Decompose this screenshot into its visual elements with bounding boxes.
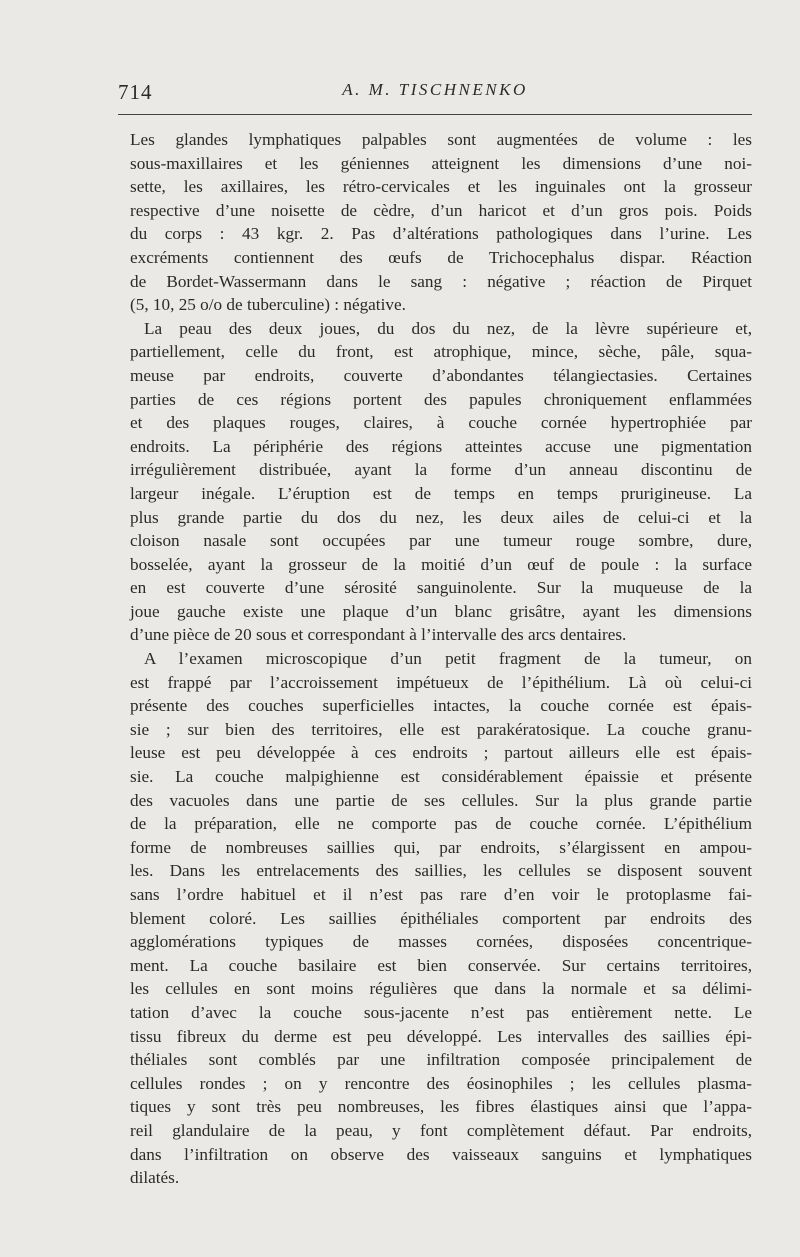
text-line: théliales sont comblés par une infiltration composée principalement de — [130, 1050, 752, 1070]
text-line: tation d’avec la couche sous-jacente n’est pas entièrement nette. Le — [130, 1002, 752, 1022]
text-line: ment. La couche basilaire est bien conservée. Sur certains territoires, — [130, 955, 752, 975]
text-line: en est couverte d’une sérosité sanguinolente. Sur la muqueuse de la — [130, 578, 752, 598]
page-number: 714 — [118, 80, 153, 104]
text-line: endroits. La périphérie des régions atteintes accuse une pigmentation — [130, 436, 752, 456]
body-text — [130, 128, 752, 1190]
text-line: tiques y sont très peu nombreuses, les fibres élastiques ainsi que l’appa- — [130, 1097, 752, 1117]
text-line: et des plaques rouges, claires, à couche cornée hypertrophiée par — [130, 413, 752, 433]
text-line: du corps : 43 kgr. 2. Pas d’altérations pathologiques dans l’urine. Les — [130, 224, 752, 244]
text-line: des vacuoles dans une partie de ses cellules. Sur la plus grande partie — [130, 790, 752, 810]
text-line: de Bordet-Wassermann dans le sang : négative ; réaction de Pirquet — [130, 271, 752, 291]
text-line: cloison nasale sont occupées par une tumeur rouge sombre, dure, — [130, 531, 752, 551]
text-line: partiellement, celle du front, est atrophique, mince, sèche, pâle, squa- — [130, 342, 752, 362]
text-line: irrégulièrement distribuée, ayant la forme d’un anneau discontinu de — [130, 460, 752, 480]
text-line: sans l’ordre habituel et il n’est pas rare d’en voir le protoplasme fai- — [130, 885, 752, 904]
text-line: sie ; sur bien des territoires, elle est parakératosique. La couche granu- — [130, 719, 752, 739]
text-line: parties de ces régions portent des papules chroniquement enflammées — [130, 389, 752, 409]
page-header — [118, 80, 752, 110]
text-line: Les glandes lymphatiques palpables sont augmentées de volume : les — [130, 130, 752, 149]
text-line: d’une pièce de 20 sous et correspondant à l’intervalle des arcs dentaires. — [130, 625, 627, 645]
text-line: leuse est peu développée à ces endroits ; partout ailleurs elle est épais- — [130, 743, 752, 763]
text-line: sette, les axillaires, les rétro-cervicales et les inguinales ont la grosseur — [130, 177, 752, 197]
text-line: dans l’infiltration on observe des vaisseaux sanguins et lymphatiques — [130, 1144, 752, 1164]
text-line: est frappé par l’accroissement impétueux de l’épithélium. Là où celui-ci — [130, 672, 752, 692]
text-line: (5, 10, 25 o/o de tuberculine) : négative. — [130, 295, 406, 315]
text-line: excréments contiennent des œufs de Trichocephalus dispar. Réaction — [130, 247, 752, 267]
text-line: bosselée, ayant la grosseur de la moitié d’un œuf de poule : la surface — [130, 554, 752, 574]
text-line: agglomérations typiques de masses cornées, disposées concentrique- — [130, 932, 752, 952]
text-line: cellules rondes ; on y rencontre des éosinophiles ; les cellules plasma- — [130, 1073, 752, 1093]
text-line: La peau des deux joues, du dos du nez, de la lèvre supérieure et, — [144, 318, 752, 338]
text-line: plus grande partie du dos du nez, les deux ailes de celui-ci et la — [130, 507, 752, 527]
text-line: blement coloré. Les saillies épithéliales comportent par endroits des — [130, 908, 752, 928]
text-line: meuse par endroits, couverte d’abondantes télangiectasies. Certaines — [130, 365, 752, 385]
text-line: les. Dans les entrelacements des saillies, les cellules se disposent souvent — [130, 861, 752, 881]
text-line: sie. La couche malpighienne est considérablement épaissie et présente — [130, 767, 752, 787]
text-line: largeur inégale. L’éruption est de temps en temps prurigineuse. La — [130, 483, 752, 503]
text-line: reil glandulaire de la peau, y font complètement défaut. Par endroits, — [130, 1120, 752, 1140]
text-line: les cellules en sont moins régulières que dans la normale et sa délimi- — [130, 979, 752, 999]
text-line: A l’examen microscopique d’un petit fragment de la tumeur, on — [144, 649, 752, 669]
text-line: de la préparation, elle ne comporte pas de couche cornée. L’épithélium — [130, 814, 752, 834]
header-rule — [118, 114, 752, 115]
text-line: respective d’une noisette de cèdre, d’un haricot et d’un gros pois. Poids — [130, 200, 752, 220]
text-line: dilatés. — [130, 1168, 180, 1188]
text-line: forme de nombreuses saillies qui, par endroits, s’élargissent en ampou- — [130, 837, 752, 857]
text-line: présente des couches superficielles intactes, la couche cornée est épais- — [130, 696, 752, 716]
text-line: sous-maxillaires et les géniennes atteignent les dimensions d’une noi- — [130, 153, 752, 173]
text-line: joue gauche existe une plaque d’un blanc grisâtre, ayant les dimensions — [130, 601, 752, 621]
running-title: A. M. TISCHNENKO — [342, 80, 528, 99]
text-line: tissu fibreux du derme est peu développé. Les intervalles des saillies épi- — [130, 1026, 752, 1046]
